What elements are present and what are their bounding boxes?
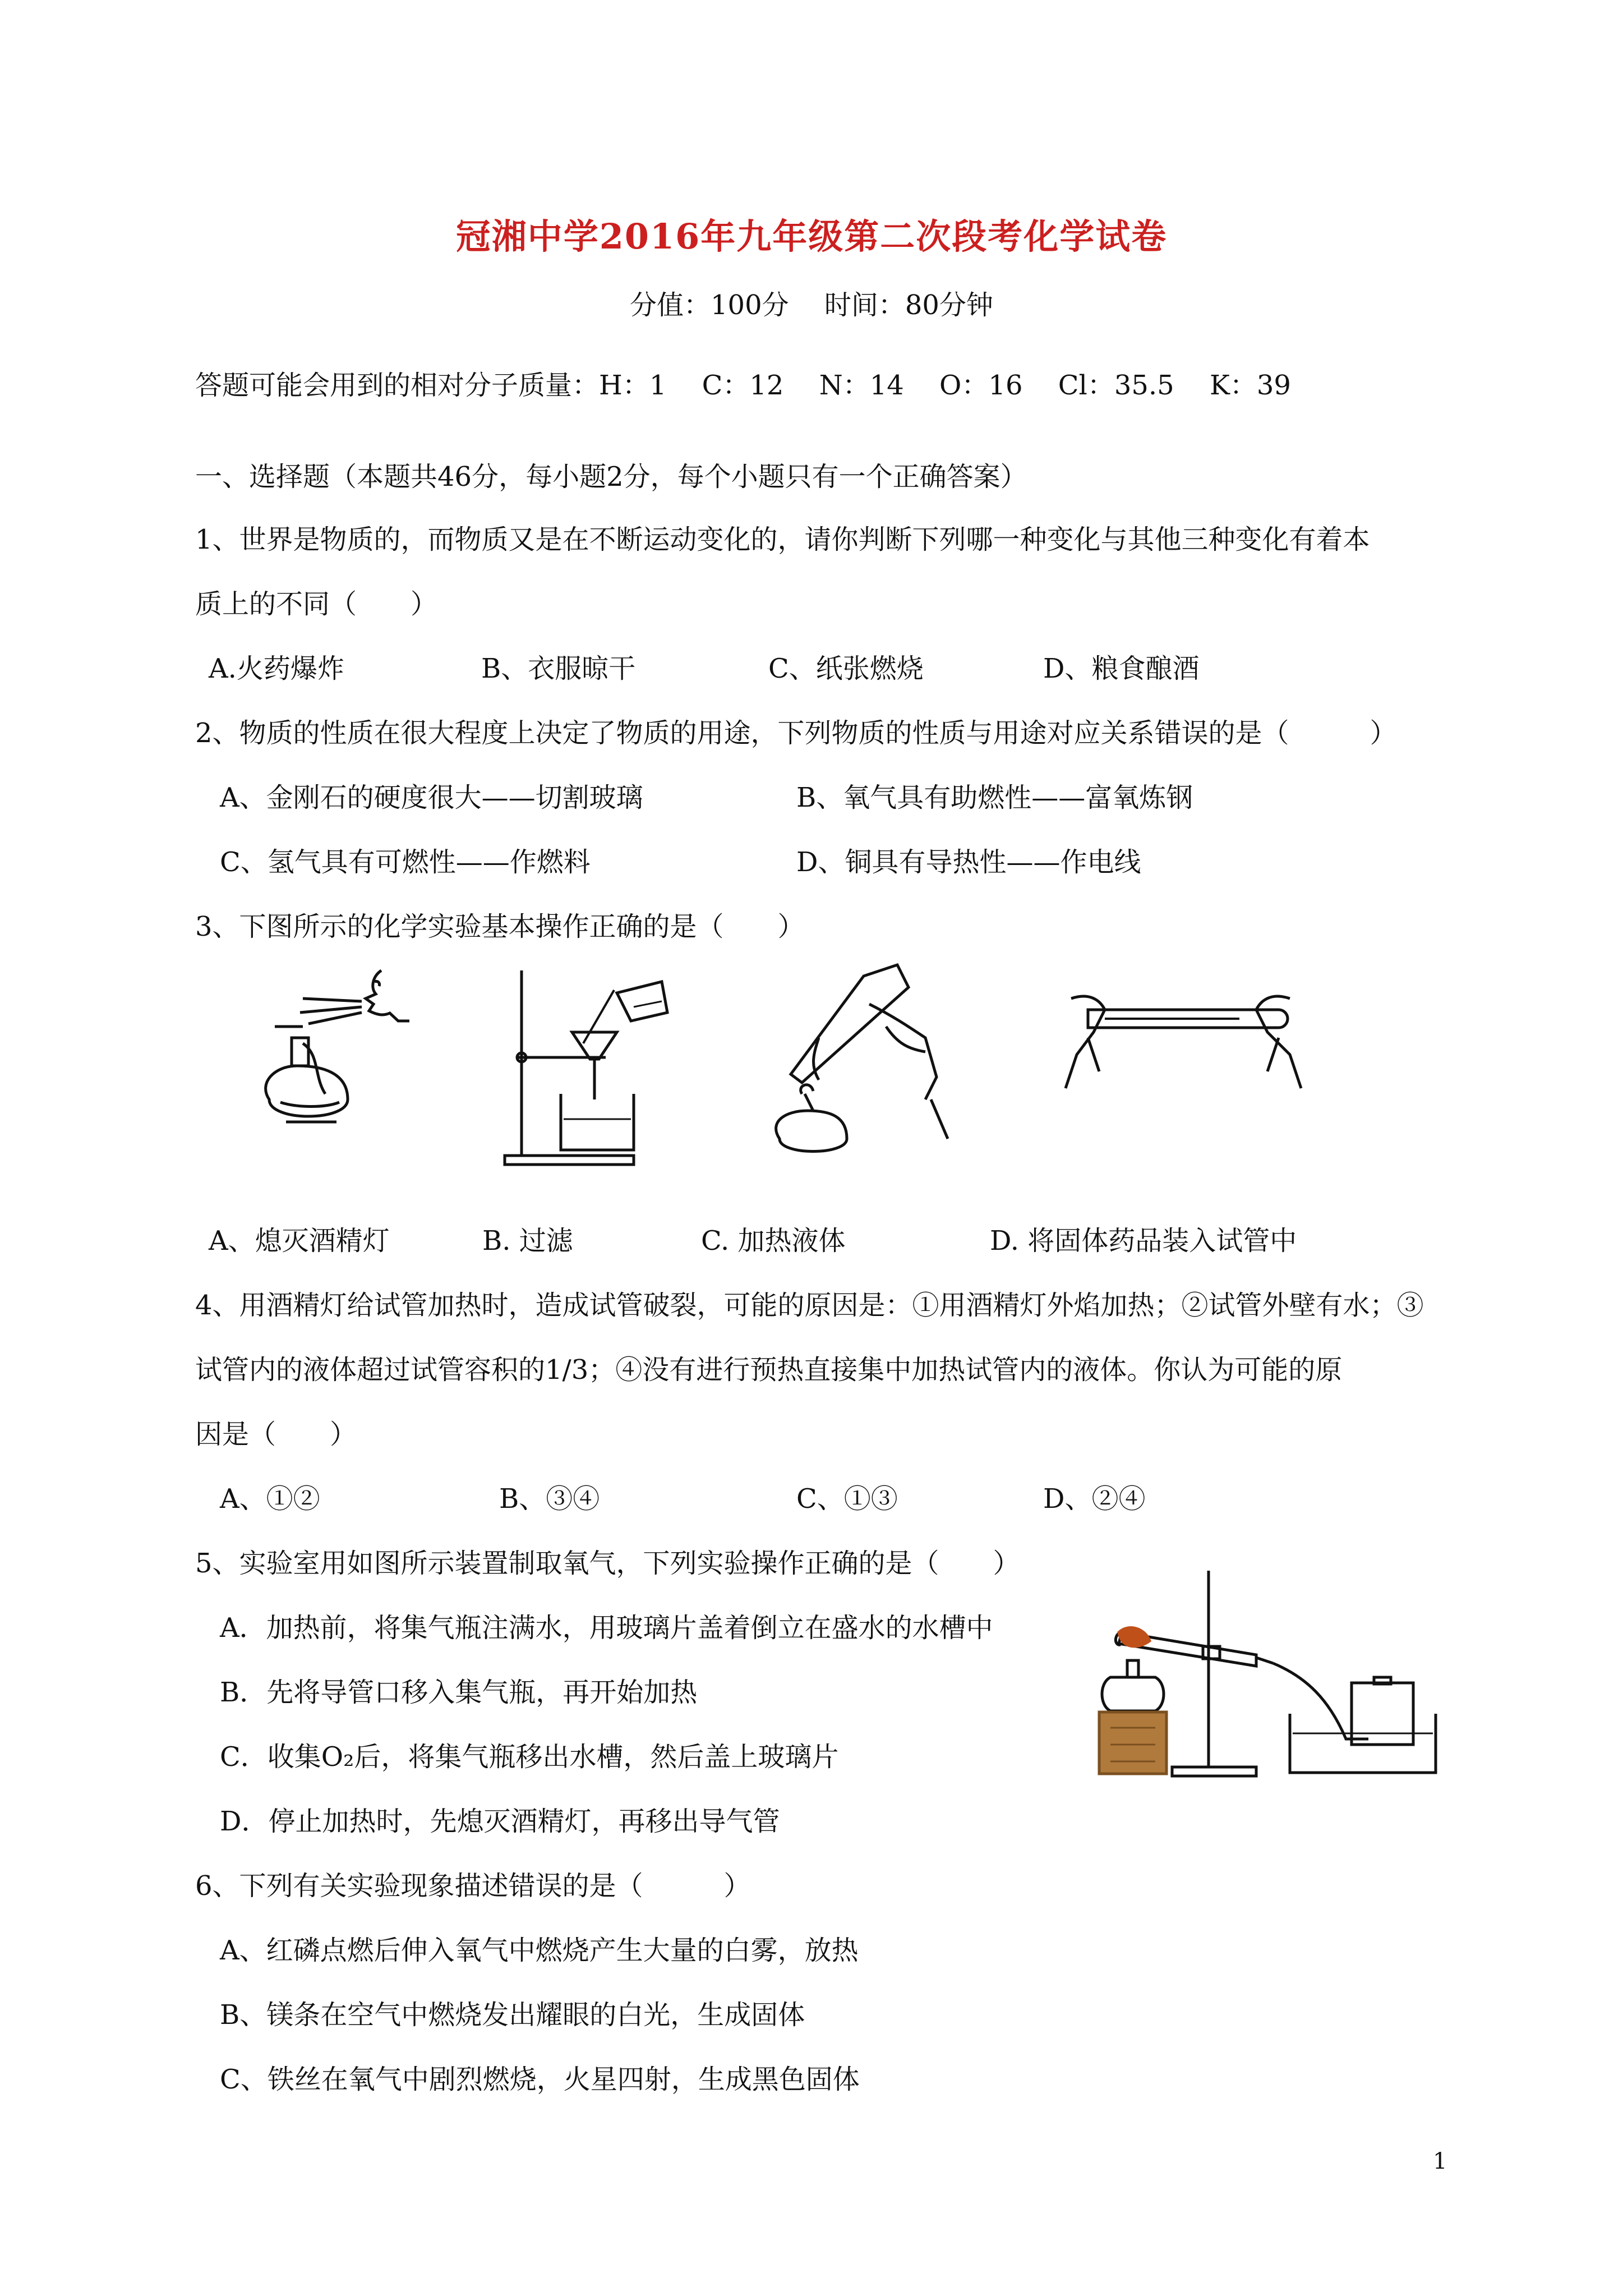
question-5-option-a: A．加热前，将集气瓶注满水，用玻璃片盖着倒立在盛水的水槽中: [220, 1612, 993, 1644]
question-4-stem-line-3: 因是（ ）: [195, 1419, 357, 1450]
question-2-stem: 2、物质的性质在很大程度上决定了物质的用途，下列物质的性质与用途对应关系错误的是（ ）: [195, 717, 1397, 749]
question-6-stem: 6、下列有关实验现象描述错误的是（ ）: [195, 1870, 751, 1902]
figure-loading-solid-into-test-tube: [1054, 976, 1312, 1122]
question-1-option-b: B、衣服晾干: [481, 653, 636, 684]
question-1-option-d: D、粮食酿酒: [1043, 653, 1200, 684]
question-5-option-b: B．先将导管口移入集气瓶，再开始加热: [220, 1677, 698, 1708]
figure-oxygen-preparation-apparatus: [1088, 1565, 1447, 1789]
question-6-option-a: A、红磷点燃后伸入氧气中燃烧产生大量的白雾，放热: [220, 1935, 859, 1966]
page-subtitle: 分值：100分 时间：80分钟: [630, 289, 993, 321]
question-3-option-c: C. 加热液体: [701, 1225, 846, 1257]
question-5-stem: 5、实验室用如图所示装置制取氧气，下列实验操作正确的是（ ）: [195, 1548, 1020, 1579]
question-3-option-d: D. 将固体药品装入试管中: [990, 1225, 1297, 1257]
question-4-option-d: D、②④: [1043, 1483, 1146, 1515]
question-1-option-c: C、纸张燃烧: [768, 653, 924, 684]
question-2-option-a: A、金刚石的硬度很大——切割玻璃: [220, 782, 643, 813]
section-heading: 一、选择题（本题共46分，每小题2分，每个小题只有一个正确答案）: [195, 461, 1027, 493]
page-number: 1: [1433, 2148, 1447, 2174]
question-5-option-c: C．收集O₂后，将集气瓶移出水槽，然后盖上玻璃片: [220, 1741, 839, 1773]
page-title: 冠湘中学2016年九年级第二次段考化学试卷: [455, 216, 1168, 257]
question-2-option-c: C、氢气具有可燃性——作燃料: [220, 846, 591, 878]
question-4-option-a: A、①②: [220, 1483, 320, 1515]
question-1-stem-line-2: 质上的不同（ ）: [195, 588, 438, 620]
question-2-option-d: D、铜具有导热性——作电线: [796, 846, 1141, 878]
question-4-option-c: C、①③: [796, 1483, 898, 1515]
question-3-option-b: B. 过滤: [482, 1225, 573, 1257]
question-6-option-b: B、镁条在空气中燃烧发出耀眼的白光，生成固体: [220, 1999, 805, 2031]
question-1-option-a: A.火药爆炸: [209, 653, 344, 684]
figure-heating-liquid-in-test-tube: [757, 954, 970, 1172]
question-5-option-d: D．停止加热时，先熄灭酒精灯，再移出导气管: [220, 1806, 780, 1837]
question-1-stem-line-1: 1、世界是物质的，而物质又是在不断运动变化的，请你判断下列哪一种变化与其他三种变化有着本: [195, 524, 1370, 555]
question-6-option-c: C、铁丝在氧气中剧烈燃烧，火星四射，生成黑色固体: [220, 2064, 860, 2095]
question-3-option-a: A、熄灭酒精灯: [209, 1225, 390, 1257]
question-3-stem: 3、下图所示的化学实验基本操作正确的是（ ）: [195, 911, 805, 942]
figure-filtration-setup: [499, 959, 701, 1167]
question-4-option-b: B、③④: [499, 1483, 600, 1515]
question-4-stem-line-1: 4、用酒精灯给试管加热时，造成试管破裂，可能的原因是：①用酒精灯外焰加热；②试管外壁有水；③: [195, 1290, 1424, 1321]
figure-alcohol-lamp-blowing-out: [236, 959, 421, 1144]
question-2-option-b: B、氧气具有助燃性——富氧炼钢: [796, 782, 1193, 813]
question-4-stem-line-2: 试管内的液体超过试管容积的1/3；④没有进行预热直接集中加热试管内的液体。你认为可能的原: [195, 1354, 1343, 1386]
relative-masses-line: 答题可能会用到的相对分子质量：H：1 C：12 N：14 O：16 Cl：35.5 K：39: [195, 370, 1291, 401]
